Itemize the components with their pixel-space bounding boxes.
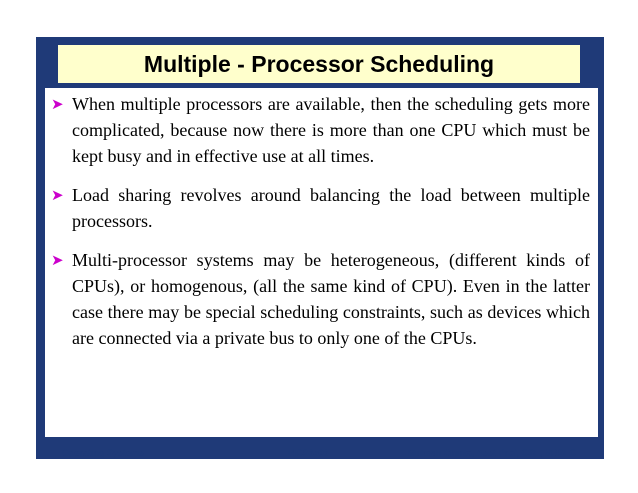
slide-footer (58, 445, 580, 461)
footer-course: Operating Systems (62, 448, 145, 458)
bullet-text: Multi-processor systems may be heterogeneous, (different kinds of CPUs), or homogenous, (all the same kind of CPU). Even in the latter case there may be special scheduling constraints, such as devices which are connected via a private bus to only one of the CPUs. (72, 250, 590, 348)
arrow-bullet-icon: ➤ (51, 251, 64, 269)
slide-content (45, 88, 598, 437)
arrow-bullet-icon: ➤ (51, 95, 64, 113)
bullet-item (51, 247, 590, 351)
bullet-item (51, 182, 590, 234)
bullet-item (51, 91, 590, 169)
bullet-text: When multiple processors are available, then the scheduling gets more complicated, because now there is more than one CPU which must be kept busy and in effective use at all times. (72, 94, 590, 166)
arrow-bullet-icon: ➤ (51, 186, 64, 204)
bullet-text: Load sharing revolves around balancing the load between multiple processors. (72, 185, 590, 231)
footer-code: 14CS3503 (286, 448, 329, 458)
slide-title: Multiple - Processor Scheduling (143, 51, 495, 77)
footer-author: Mukesh Chinta, Asst Prof, CSE, VRSEC (407, 448, 576, 458)
